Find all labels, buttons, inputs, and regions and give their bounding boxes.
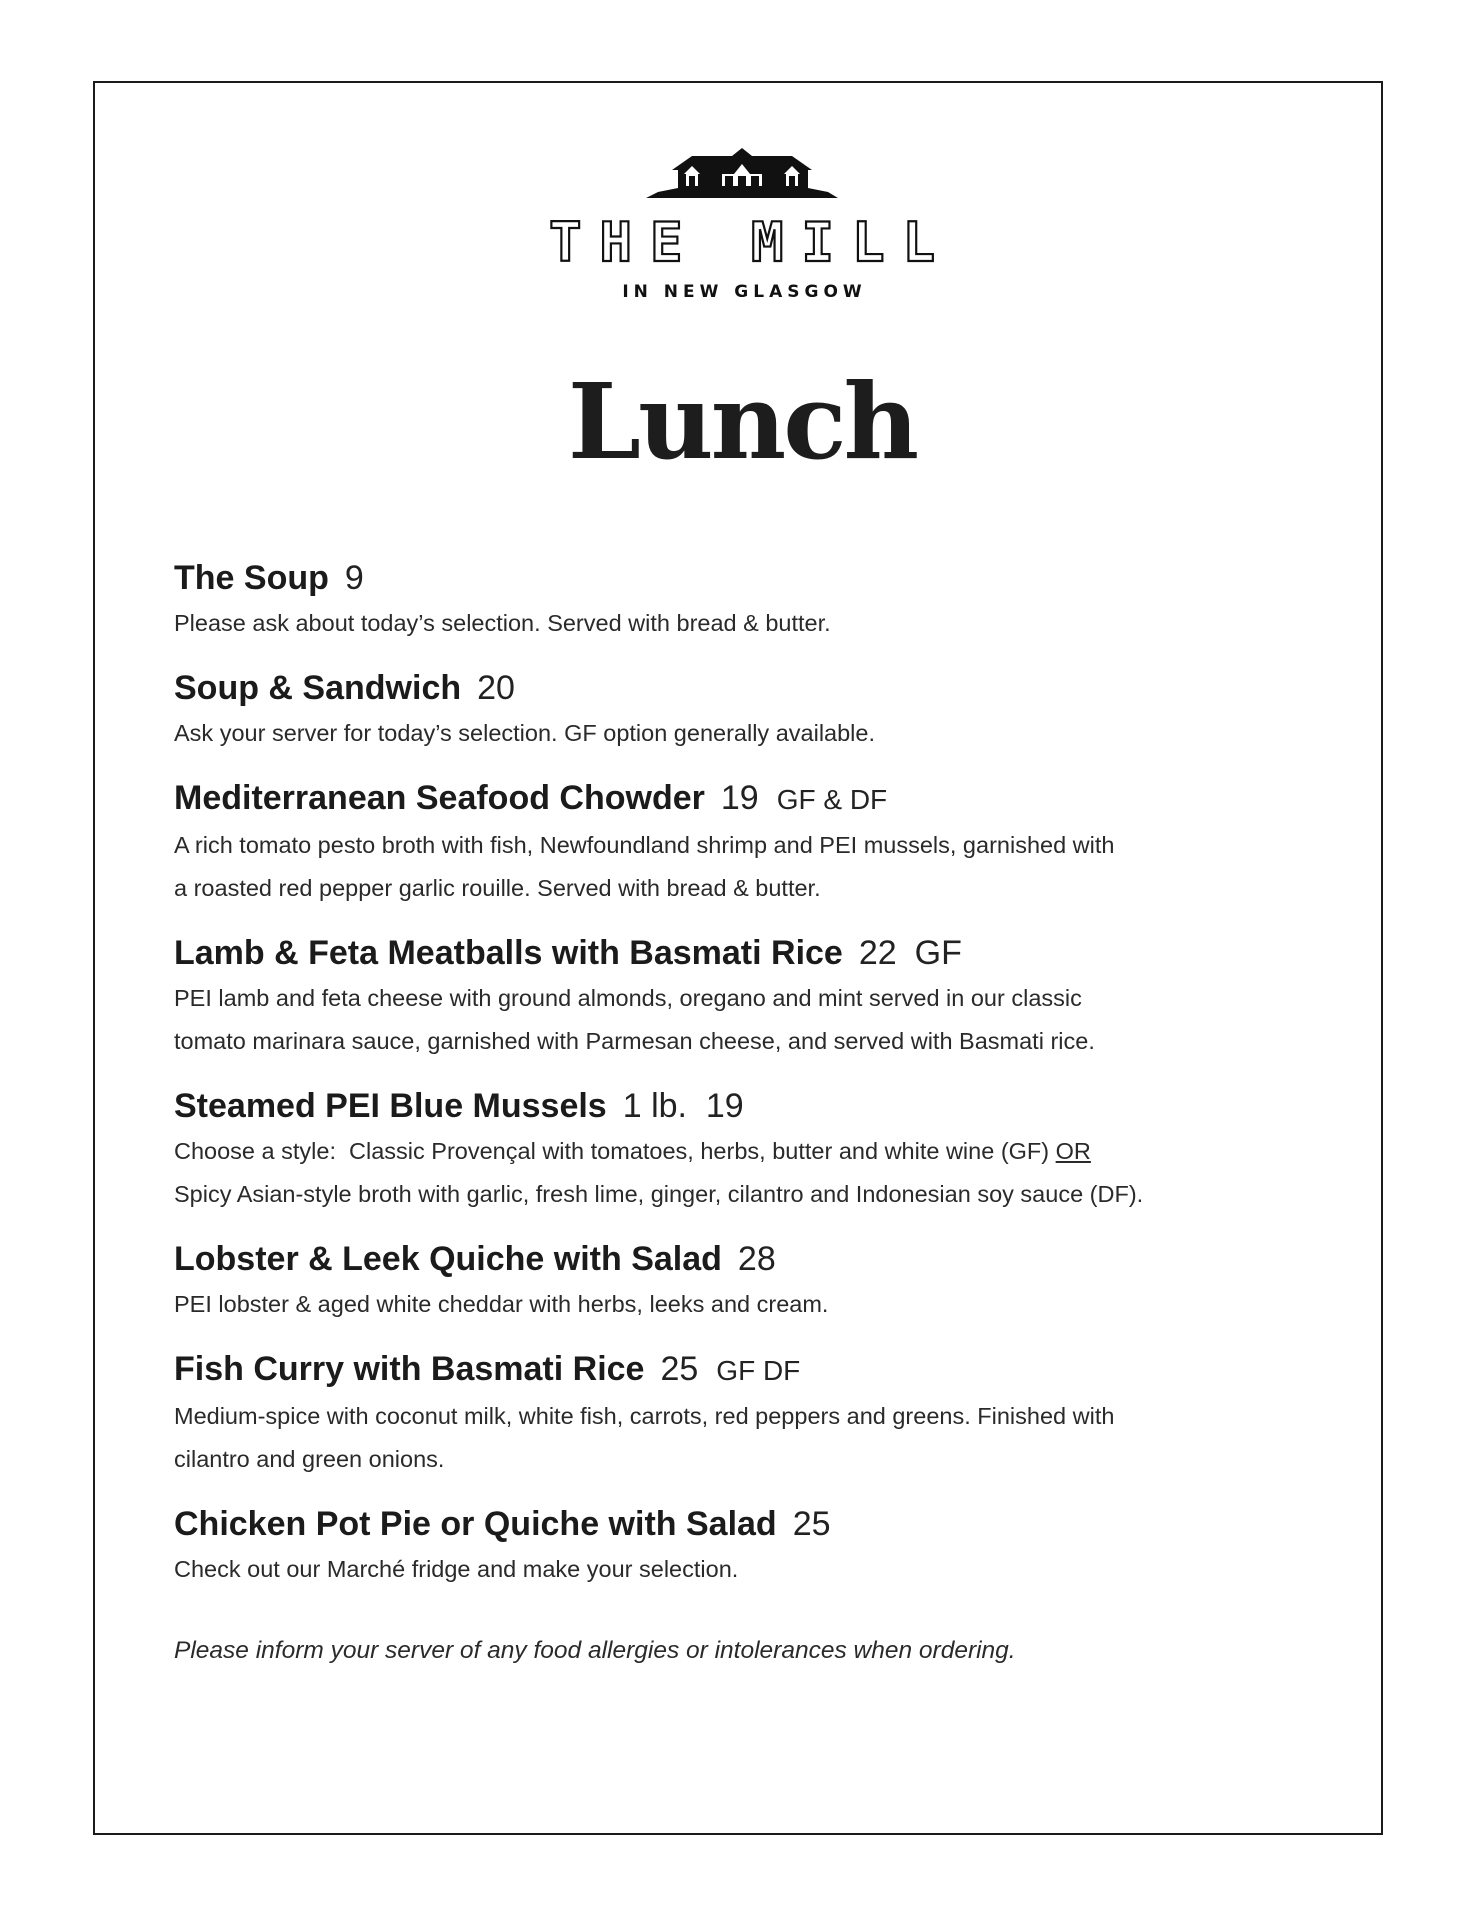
item-price: 19 [720,779,759,817]
brand-tagline: IN NEW GLASGOW [622,282,867,302]
item-name: Steamed PEI Blue Mussels [174,1087,607,1125]
item-price: 25 [660,1350,699,1388]
item-description [174,1395,1324,1481]
item-description: Check out our Marché fridge and make your selection. [174,1556,739,1582]
or-underlined: OR [1055,1138,1091,1164]
item-price: 1 lb. 19 [622,1087,744,1125]
menu-item [174,666,1324,755]
item-price: 28 [737,1240,776,1278]
item-description-line: tomato marinara sauce, garnished with Parmesan cheese, and served with Basmati rice. [174,1028,1095,1054]
menu-item [174,1347,1324,1481]
item-name: Chicken Pot Pie or Quiche with Salad [174,1505,777,1543]
brand-name: THE MILL [548,211,954,274]
item-name: Fish Curry with Basmati Rice [174,1350,645,1388]
item-description-line: PEI lamb and feta cheese with ground almonds, oregano and mint served in our classic [174,985,1082,1011]
item-description [174,824,1324,910]
item-description-line [174,1130,1324,1173]
menu-item [174,1502,1324,1591]
menu-item [174,931,1324,1063]
item-description-line: cilantro and green onions. [174,1446,445,1472]
item-price: 20 [477,669,515,707]
mill-building-icon [642,148,842,202]
item-description [174,1130,1324,1216]
item-description-line: Spicy Asian-style broth with garlic, fresh lime, ginger, cilantro and Indonesian soy sauce (DF). [174,1181,1144,1207]
item-description-text: Choose a style: Classic Provençal with tomatoes, herbs, butter and white wine (GF) [174,1138,1056,1164]
item-description: Ask your server for today’s selection. GF option generally available. [174,720,875,746]
menu-item [174,556,1324,645]
item-description: PEI lobster & aged white cheddar with herbs, leeks and cream. [174,1291,829,1317]
menu-item [174,1237,1324,1326]
item-price: 9 [344,559,364,597]
item-description-line: a roasted red pepper garlic rouille. Served with bread & butter. [174,875,821,901]
item-price: 25 [792,1505,831,1543]
item-diet-tag: GF [914,934,962,972]
item-description-line: A rich tomato pesto broth with fish, Newfoundland shrimp and PEI mussels, garnished with [174,832,1115,858]
page-title: Lunch [567,360,917,483]
item-name: The Soup [174,559,329,597]
item-diet-tag: GF DF [716,1355,801,1386]
menu-item [174,1084,1324,1216]
item-name: Lamb & Feta Meatballs with Basmati Rice [174,934,843,972]
menu-list [174,556,1324,1665]
menu-item [174,776,1324,910]
item-name: Soup & Sandwich [174,669,462,707]
item-price: 22 [858,934,897,972]
logo [0,148,1484,302]
item-description: Please ask about today’s selection. Served with bread & butter. [174,610,831,636]
item-diet-tag: GF & DF [776,784,888,815]
item-description [174,977,1324,1063]
item-description-line: Medium-spice with coconut milk, white fish, carrots, red peppers and greens. Finished with [174,1403,1115,1429]
item-name: Mediterranean Seafood Chowder [174,779,705,817]
item-name: Lobster & Leek Quiche with Salad [174,1240,722,1278]
allergy-note: Please inform your server of any food allergies or intolerances when ordering. [174,1637,1016,1664]
